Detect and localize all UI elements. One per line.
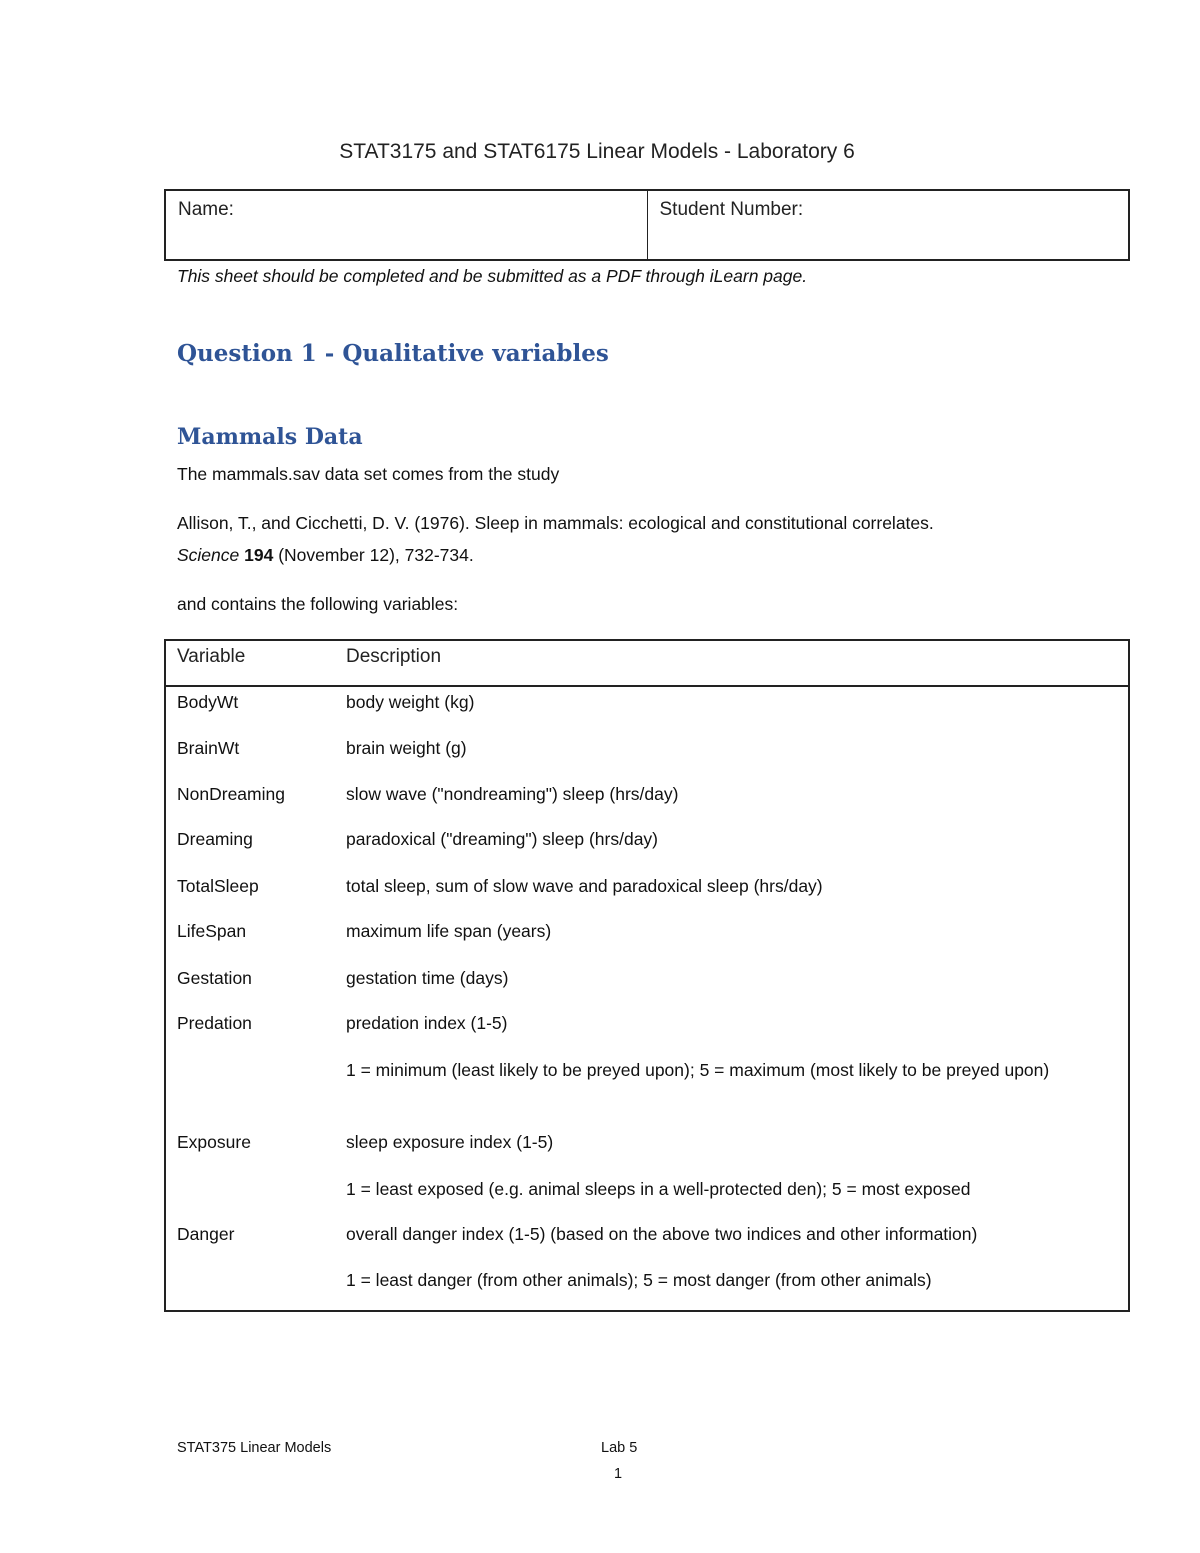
page-title: STAT3175 and STAT6175 Linear Models - Laboratory 6 xyxy=(339,140,855,163)
student-info-box xyxy=(164,189,1130,261)
submission-instructions: This sheet should be completed and be submitted as a PDF through iLearn page. xyxy=(177,266,808,286)
table-row-desc: predation index (1-5) xyxy=(346,1013,508,1033)
reference-line-2 xyxy=(177,545,474,566)
variables-table xyxy=(164,639,1130,1312)
table-row-desc: body weight (kg) xyxy=(346,692,475,712)
table-row-desc: maximum life span (years) xyxy=(346,921,552,941)
table-row-desc: gestation time (days) xyxy=(346,968,509,988)
table-row-name: TotalSleep xyxy=(177,876,259,896)
table-row-name: Gestation xyxy=(177,968,252,988)
table-row-desc: overall danger index (1-5) (based on the above two indices and other information) xyxy=(346,1224,978,1244)
table-row-desc: 1 = minimum (least likely to be preyed upon); 5 = maximum (most likely to be preyed upon) xyxy=(346,1060,1050,1080)
table-row-name: BrainWt xyxy=(177,738,240,758)
table-row-name: LifeSpan xyxy=(177,921,247,941)
reference-details: (November 12), 732-734. xyxy=(273,545,474,565)
table-row-name: Exposure xyxy=(177,1132,251,1152)
question-heading: Question 1 - Qualitative variables xyxy=(177,340,609,367)
table-row-desc: brain weight (g) xyxy=(346,738,467,758)
section-heading: Mammals Data xyxy=(177,424,363,450)
table-row-name: BodyWt xyxy=(177,692,239,712)
name-field[interactable]: Name: xyxy=(178,199,234,220)
table-row-desc: total sleep, sum of slow wave and paradoxical sleep (hrs/day) xyxy=(346,876,823,896)
table-row-name: Dreaming xyxy=(177,829,253,849)
contains-text: and contains the following variables: xyxy=(177,594,459,614)
table-row-desc: 1 = least danger (from other animals); 5 = most danger (from other animals) xyxy=(346,1270,932,1290)
table-row-desc: slow wave ("nondreaming") sleep (hrs/day) xyxy=(346,784,679,804)
student-number-field[interactable]: Student Number: xyxy=(647,191,1129,259)
table-row-desc: paradoxical ("dreaming") sleep (hrs/day) xyxy=(346,829,659,849)
intro-text: The mammals.sav data set comes from the study xyxy=(177,464,560,484)
footer-course: STAT375 Linear Models xyxy=(177,1440,332,1456)
reference-journal: Science xyxy=(177,545,240,565)
header-variable: Variable xyxy=(177,646,246,667)
table-row-name: Predation xyxy=(177,1013,252,1033)
reference-line-1: Allison, T., and Cicchetti, D. V. (1976). Sleep in mammals: ecological and constitutional correlates. xyxy=(177,513,934,533)
page-number: 1 xyxy=(613,1466,623,1482)
table-row-name: Danger xyxy=(177,1224,235,1244)
table-row-desc: sleep exposure index (1-5) xyxy=(346,1132,554,1152)
table-header xyxy=(166,641,1128,687)
header-description: Description xyxy=(346,646,442,667)
reference-volume: 194 xyxy=(244,545,274,565)
table-row-name: NonDreaming xyxy=(177,784,285,804)
footer-lab: Lab 5 xyxy=(601,1440,638,1456)
table-row-desc: 1 = least exposed (e.g. animal sleeps in a well-protected den); 5 = most exposed xyxy=(346,1179,971,1199)
